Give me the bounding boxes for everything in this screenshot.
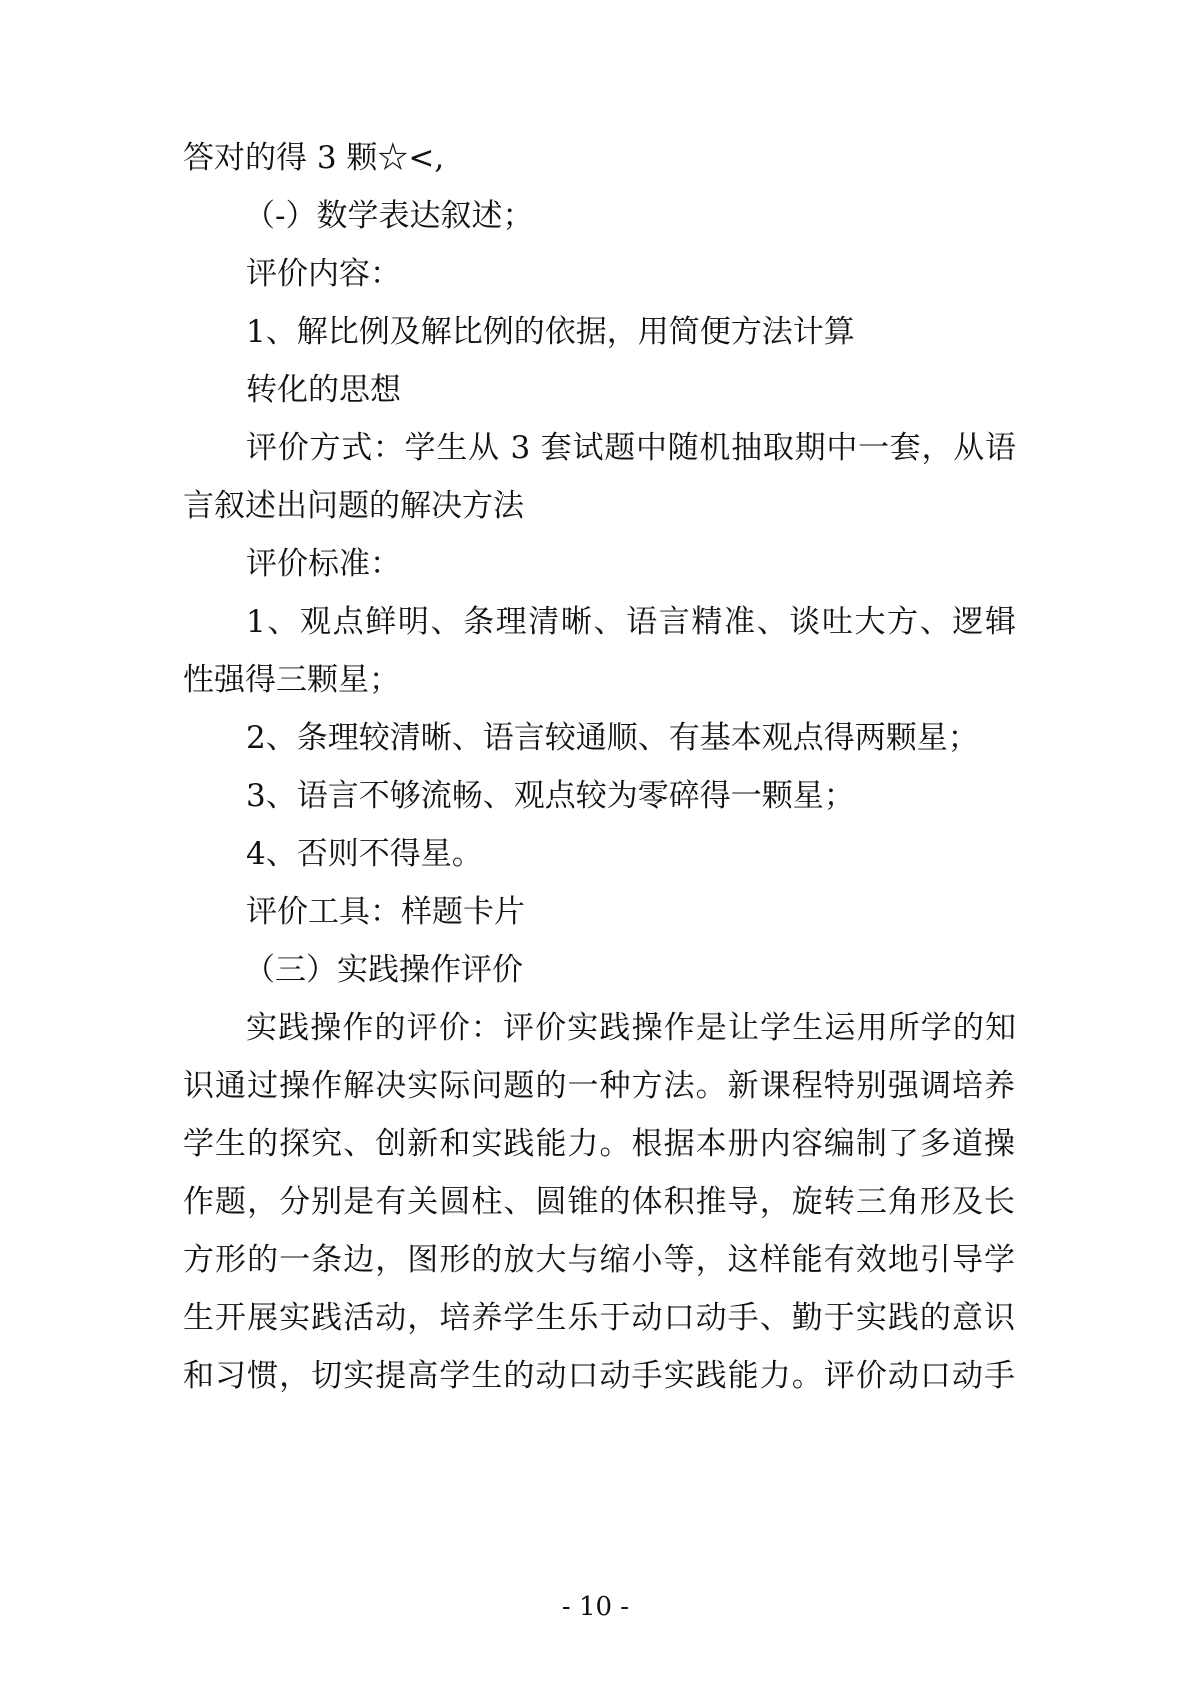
standard-item-1-line-2: 性强得三颗星； xyxy=(183,662,400,698)
practice-paragraph-line-6: 生开展实践活动，培养学生乐于动口动手、勤于实践的意识 xyxy=(183,1300,1015,1336)
section-heading-expression: （-）数学表达叙述； xyxy=(244,198,534,234)
practice-paragraph-line-1: 实践操作的评价：评价实践操作是让学生运用所学的知 xyxy=(246,1010,1016,1046)
standard-item-4: 4、否则不得星。 xyxy=(246,836,483,872)
evaluation-method-line-1: 评价方式：学生从 3 套试题中随机抽取期中一套，从语 xyxy=(246,430,1016,466)
evaluation-tool: 评价工具：样题卡片 xyxy=(246,894,525,930)
practice-paragraph-line-5: 方形的一条边，图形的放大与缩小等，这样能有效地引导学 xyxy=(183,1242,1015,1278)
practice-paragraph-line-2: 识通过操作解决实际问题的一种方法。新课程特别强调培养 xyxy=(183,1068,1015,1104)
evaluation-content-label: 评价内容： xyxy=(246,256,401,292)
standard-item-3: 3、语言不够流畅、观点较为零碎得一颗星； xyxy=(246,778,855,814)
content-item-1: 1、解比例及解比例的依据，用简便方法计算 xyxy=(246,314,855,350)
practice-paragraph-line-4: 作题，分别是有关圆柱、圆锥的体积推导，旋转三角形及长 xyxy=(183,1184,1015,1220)
section-heading-practice: （三）实践操作评价 xyxy=(244,952,523,988)
practice-paragraph-line-3: 学生的探究、创新和实践能力。根据本册内容编制了多道操 xyxy=(183,1126,1015,1162)
text-line-continuation: 答对的得 3 颗☆<, xyxy=(183,140,445,176)
standard-item-2: 2、条理较清晰、语言较通顺、有基本观点得两颗星； xyxy=(246,720,979,756)
practice-paragraph-line-7: 和习惯，切实提高学生的动口动手实践能力。评价动口动手 xyxy=(183,1358,1015,1394)
evaluation-standard-label: 评价标准： xyxy=(246,546,401,582)
content-item-thought: 转化的思想 xyxy=(246,372,401,408)
standard-item-1-line-1: 1、观点鲜明、条理清晰、语言精准、谈吐大方、逻辑 xyxy=(246,604,1016,640)
page-number: - 10 - xyxy=(561,1592,630,1622)
evaluation-method-line-2: 言叙述出问题的解决方法 xyxy=(183,488,524,524)
